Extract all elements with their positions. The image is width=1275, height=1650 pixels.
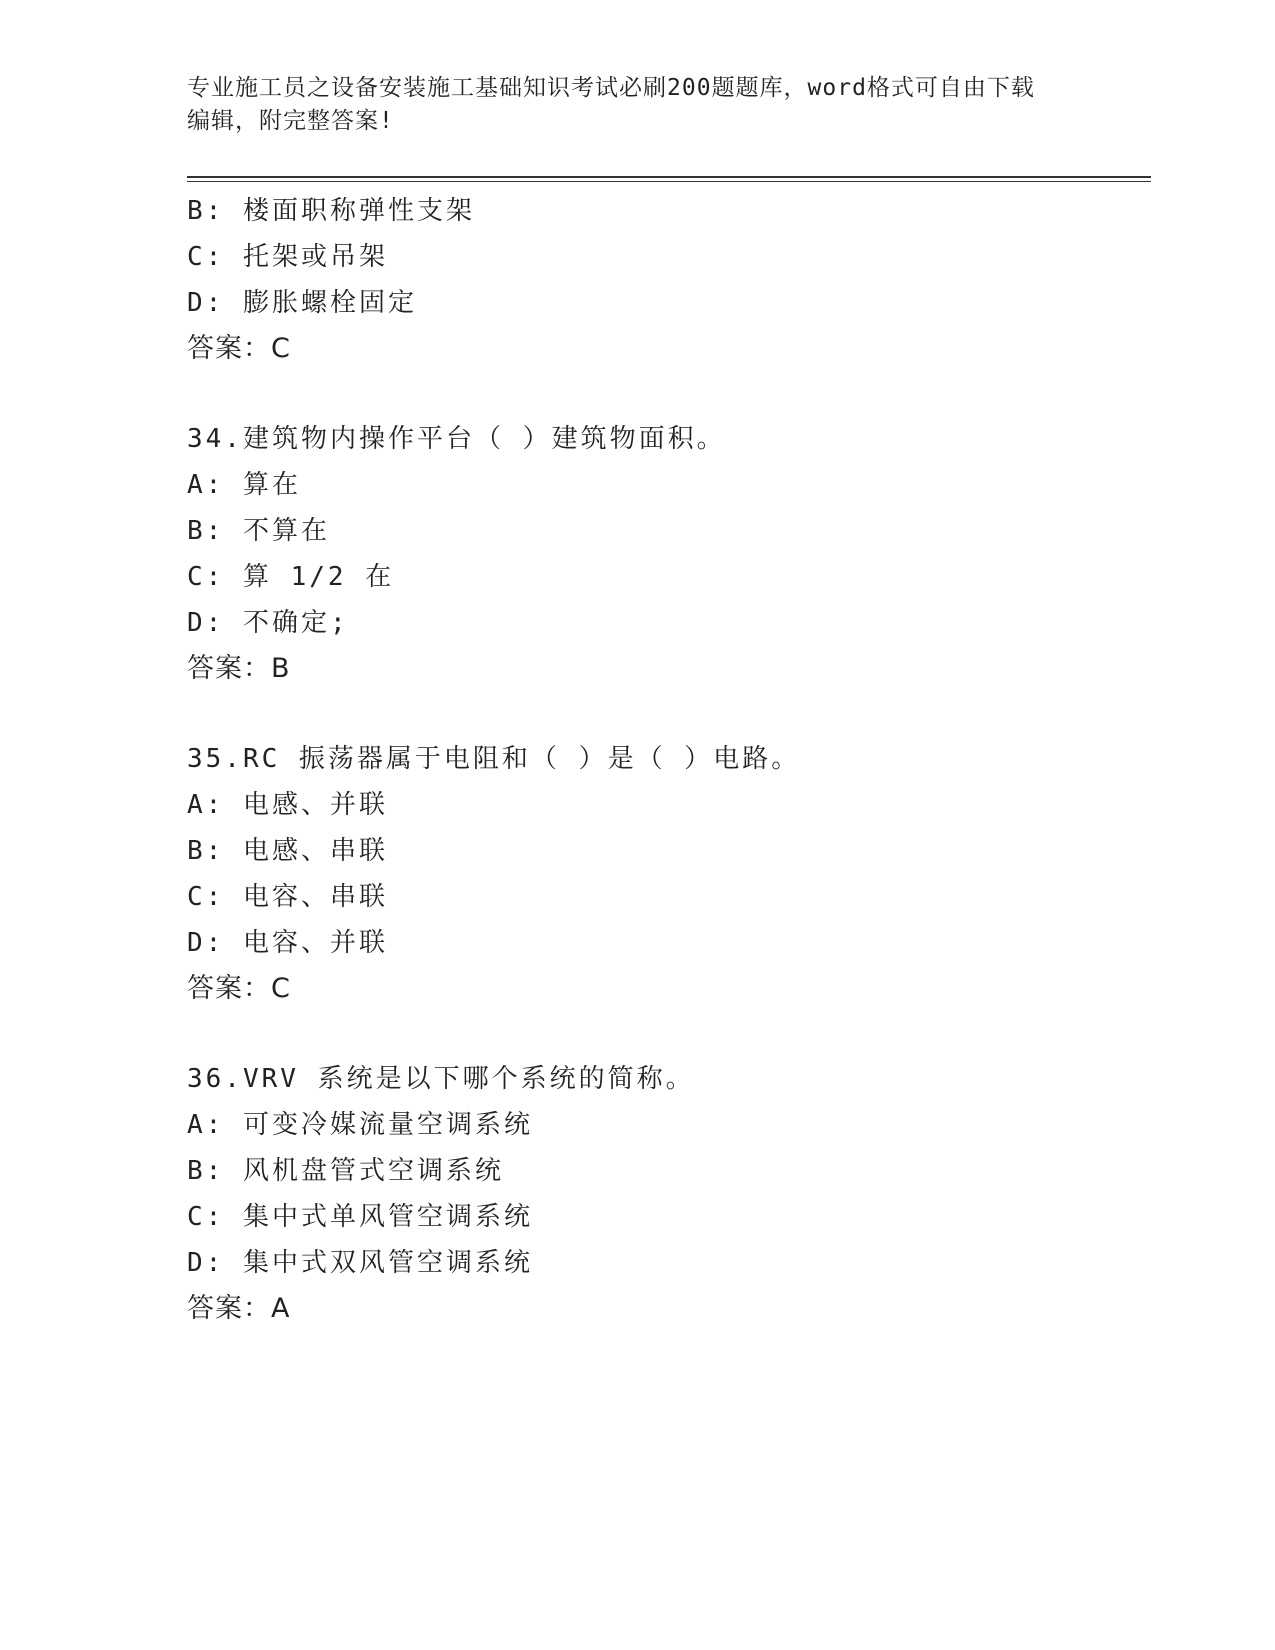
- option-c: C: 电容、串联: [187, 882, 388, 912]
- question-35: [187, 736, 1147, 1012]
- option-b: B: 风机盘管式空调系统: [187, 1156, 504, 1186]
- document-header: [187, 72, 1087, 138]
- header-divider-thick: [187, 176, 1151, 178]
- answer-line: 答案：B: [187, 653, 291, 684]
- option-a: A: 电感、并联: [187, 790, 388, 820]
- question-stem: 36.VRV 系统是以下哪个系统的简称。: [187, 1064, 695, 1094]
- option-a: A: 可变冷媒流量空调系统: [187, 1110, 533, 1140]
- option-b: B: 楼面职称弹性支架: [187, 196, 475, 226]
- continued-question: [187, 188, 1147, 372]
- option-c: C: 托架或吊架: [187, 242, 388, 272]
- header-title-line1: 专业施工员之设备安装施工基础知识考试必刷200题题库，word格式可自由下载: [187, 75, 1035, 101]
- option-d: D: 膨胀螺栓固定: [187, 288, 417, 318]
- option-c: C: 算 1/2 在: [187, 562, 395, 592]
- option-c: C: 集中式单风管空调系统: [187, 1202, 533, 1232]
- option-d: D: 集中式双风管空调系统: [187, 1248, 533, 1278]
- option-d: D: 不确定;: [187, 608, 349, 638]
- answer-line: 答案：C: [187, 333, 291, 364]
- header-divider-thin: [187, 181, 1151, 182]
- question-stem: 34.建筑物内操作平台（ ）建筑物面积。: [187, 424, 726, 454]
- header-title-line2: 编辑，附完整答案!: [187, 108, 394, 134]
- option-a: A: 算在: [187, 470, 301, 500]
- option-b: B: 不算在: [187, 516, 330, 546]
- option-b: B: 电感、串联: [187, 836, 388, 866]
- option-d: D: 电容、并联: [187, 928, 388, 958]
- question-stem: 35.RC 振荡器属于电阻和（ ）是（ ）电路。: [187, 744, 801, 774]
- question-34: [187, 416, 1147, 692]
- question-36: [187, 1056, 1147, 1332]
- page-content: [187, 188, 1147, 1332]
- answer-line: 答案：C: [187, 973, 291, 1004]
- answer-line: 答案：A: [187, 1293, 291, 1324]
